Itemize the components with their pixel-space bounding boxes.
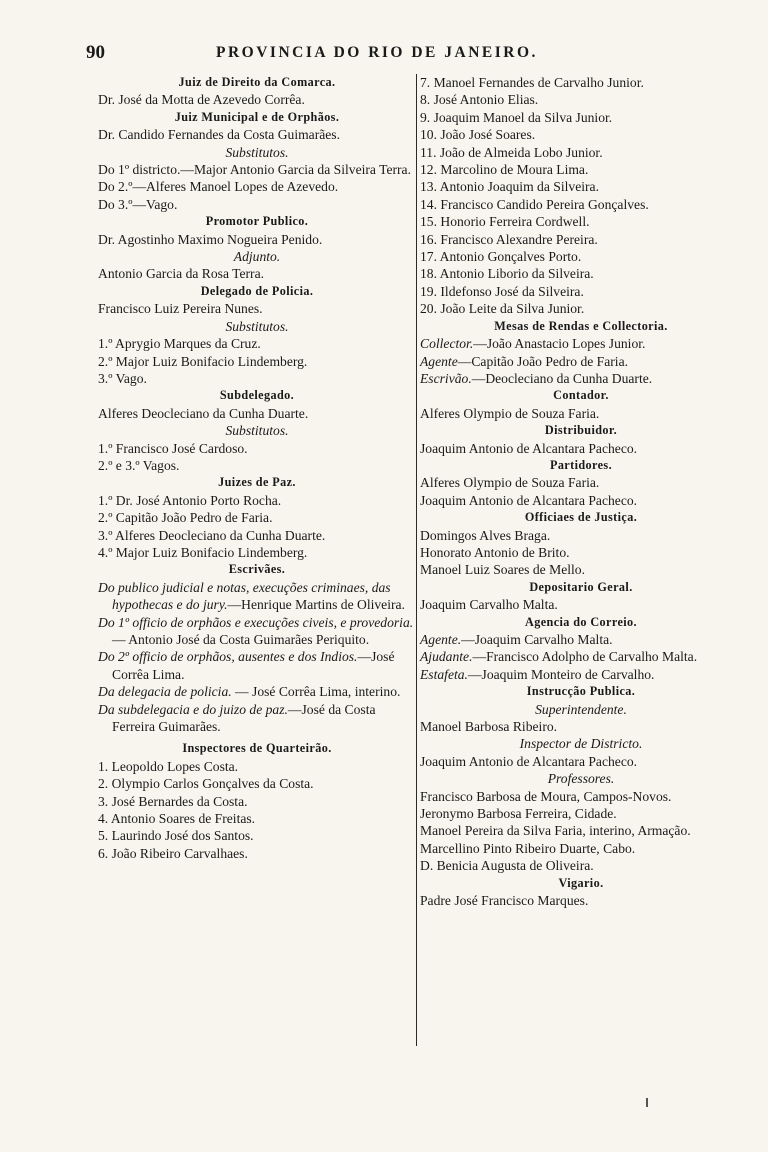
- list-item: 13. Antonio Joaquim da Silveira.: [420, 179, 599, 195]
- list-item: 14. Francisco Candido Pereira Gonçalves.: [420, 196, 649, 212]
- entry: Agente—Capitão João Pedro de Faria.: [420, 353, 629, 369]
- running-head: PROVINCIA DO RIO DE JANEIRO.: [216, 44, 538, 61]
- escrivao-entry: Do 1º officio de orphãos e execuções civeis, e provedoria.— Antonio José da Costa Guimarães Periquito.: [98, 614, 414, 647]
- list-item: 17. Antonio Gonçalves Porto.: [420, 249, 582, 265]
- list-item: Do 2.º—Alferes Manoel Lopes de Azevedo.: [98, 179, 339, 195]
- list-item: 10. João José Soares.: [420, 127, 536, 143]
- page-number: 90: [86, 42, 105, 63]
- entry: Francisco Luiz Pereira Nunes.: [98, 301, 263, 317]
- section-heading: Escrivães.: [228, 562, 286, 577]
- list-item: 19. Ildefonso José da Silveira.: [420, 283, 584, 299]
- section-heading: Delegado de Policia.: [200, 283, 314, 298]
- list-item: 18. Antonio Liborio da Silveira.: [420, 266, 594, 282]
- list-item: 2.º Major Luiz Bonifacio Lindemberg.: [98, 353, 308, 369]
- list-item: Francisco Barbosa de Moura, Campos-Novos.: [420, 788, 672, 804]
- list-item: 1.º Aprygio Marques da Cruz.: [98, 336, 261, 352]
- list-item: 3.º Vago.: [98, 370, 147, 386]
- entry: Alferes Olympio de Souza Faria.: [420, 405, 600, 421]
- section-heading: Partidores.: [549, 457, 613, 472]
- entry: Ajudante.—Francisco Adolpho de Carvalho Malta.: [420, 649, 698, 665]
- escrivao-entry: Do publico judicial e notas, execuções criminaes, das hypothecas e do jury.—Henrique Martins de Oliveira.: [98, 579, 405, 613]
- sub-heading: Substitutos.: [225, 144, 289, 160]
- section-heading: Vigario.: [558, 875, 604, 890]
- list-item: 2.º e 3.º Vagos.: [98, 457, 180, 473]
- list-item: 9. Joaquim Manoel da Silva Junior.: [420, 109, 613, 125]
- list-item: Manoel Luiz Soares de Mello.: [420, 562, 585, 578]
- section-heading: Agencia do Correio.: [525, 614, 637, 629]
- list-item: 2. Olympio Carlos Gonçalves da Costa.: [98, 776, 314, 792]
- list-item: 1.º Dr. José Antonio Porto Rocha.: [98, 492, 282, 508]
- list-item: Honorato Antonio de Brito.: [420, 544, 570, 560]
- sub-heading: Substitutos.: [225, 318, 289, 334]
- section-heading: Distribuidor.: [544, 423, 618, 438]
- list-item: 16. Francisco Alexandre Pereira.: [420, 231, 598, 247]
- entry: Agente.—Joaquim Carvalho Malta.: [420, 632, 613, 647]
- section-heading: Depositario Geral.: [529, 579, 633, 594]
- list-item: 1. Leopoldo Lopes Costa.: [98, 758, 239, 774]
- entry: Alferes Deocleciano da Cunha Duarte.: [98, 405, 309, 421]
- list-item: Alferes Olympio de Souza Faria.: [420, 475, 600, 491]
- entry: Joaquim Antonio de Alcantara Pacheco.: [420, 440, 638, 456]
- list-item: 20. João Leite da Silva Junior.: [420, 301, 585, 317]
- list-item: 1.º Francisco José Cardoso.: [98, 440, 248, 456]
- entry: Dr. Candido Fernandes da Costa Guimarães.: [98, 127, 340, 143]
- entry: Collector.—João Anastacio Lopes Junior.: [420, 336, 646, 352]
- entry: Manoel Barbosa Ribeiro.: [420, 719, 558, 735]
- sub-heading: Substitutos.: [225, 423, 289, 439]
- list-item: 6. João Ribeiro Carvalhaes.: [98, 845, 248, 861]
- escrivao-entry: Do 2º officio de orphãos, ausentes e dos Indios.—José Corrêa Lima.: [98, 649, 395, 682]
- section-heading: Subdelegado.: [219, 388, 295, 403]
- entry: Estafeta.—Joaquim Monteiro de Carvalho.: [420, 666, 655, 682]
- sub-heading: Superintendente.: [535, 701, 627, 717]
- entry: Dr. José da Motta de Azevedo Corrêa.: [98, 92, 305, 108]
- section-heading: Contador.: [553, 388, 609, 403]
- escrivao-entry: Da delegacia de policia. — José Corrêa Lima, interino.: [98, 684, 401, 700]
- list-item: 11. João de Almeida Lobo Junior.: [420, 144, 603, 160]
- entry: Antonio Garcia da Rosa Terra.: [98, 266, 265, 282]
- list-item: 12. Marcolino de Moura Lima.: [420, 162, 589, 178]
- list-item: 7. Manoel Fernandes de Carvalho Junior.: [420, 75, 644, 90]
- list-item: 3.º Alferes Deocleciano da Cunha Duarte.: [98, 527, 326, 543]
- list-item: 2.º Capitão João Pedro de Faria.: [98, 510, 273, 526]
- list-item: D. Benicia Augusta de Oliveira.: [420, 858, 594, 874]
- list-item: 4. Antonio Soares de Freitas.: [98, 811, 256, 827]
- ink-mark: [646, 1098, 648, 1107]
- list-item: Jeronymo Barbosa Ferreira, Cidade.: [420, 806, 617, 822]
- list-item: Marcellino Pinto Ribeiro Duarte, Cabo.: [420, 840, 636, 856]
- section-heading: Officiaes de Justiça.: [524, 510, 638, 525]
- section-heading: Juiz de Direito da Comarca.: [178, 75, 336, 89]
- list-item: Joaquim Antonio de Alcantara Pacheco.: [420, 492, 638, 508]
- column-divider: [416, 74, 417, 1046]
- list-item: 8. José Antonio Elias.: [420, 92, 539, 108]
- sub-heading: Professores.: [547, 771, 615, 787]
- right-column: [420, 74, 742, 910]
- entry: Padre José Francisco Marques.: [420, 893, 589, 909]
- list-item: 4.º Major Luiz Bonifacio Lindemberg.: [98, 544, 308, 560]
- section-heading: Juiz Municipal e de Orphãos.: [174, 109, 340, 124]
- list-item: Do 1º districto.—Major Antonio Garcia da Silveira Terra.: [98, 162, 411, 178]
- section-heading: Inspectores de Quarteirão.: [182, 741, 332, 756]
- section-heading: Instrucção Publica.: [526, 684, 636, 699]
- list-item: 15. Honorio Ferreira Cordwell.: [420, 214, 590, 230]
- entry: Joaquim Antonio de Alcantara Pacheco.: [420, 753, 638, 769]
- sub-heading: Inspector de Districto.: [519, 736, 643, 752]
- list-item: 3. José Bernardes da Costa.: [98, 793, 248, 809]
- entry: Dr. Agostinho Maximo Nogueira Penido.: [98, 231, 323, 247]
- left-column: [98, 74, 416, 862]
- entry: Escrivão.—Deocleciano da Cunha Duarte.: [420, 370, 653, 386]
- sub-heading: Adjunto.: [233, 249, 281, 265]
- list-item: 5. Laurindo José dos Santos.: [98, 828, 254, 844]
- list-item: Domingos Alves Braga.: [420, 527, 551, 543]
- list-item: Manoel Pereira da Silva Faria, interino, Armação.: [420, 823, 691, 839]
- escrivao-entry: Da subdelegacia e do juizo de paz.—José da Costa Ferreira Guimarães.: [98, 701, 376, 735]
- section-heading: Juizes de Paz.: [218, 475, 296, 490]
- entry: Joaquim Carvalho Malta.: [420, 597, 558, 613]
- list-item: Do 3.º—Vago.: [98, 196, 178, 212]
- section-heading: Mesas de Rendas e Collectoria.: [494, 318, 668, 333]
- page-header: [86, 42, 706, 66]
- section-heading: Promotor Publico.: [205, 214, 309, 229]
